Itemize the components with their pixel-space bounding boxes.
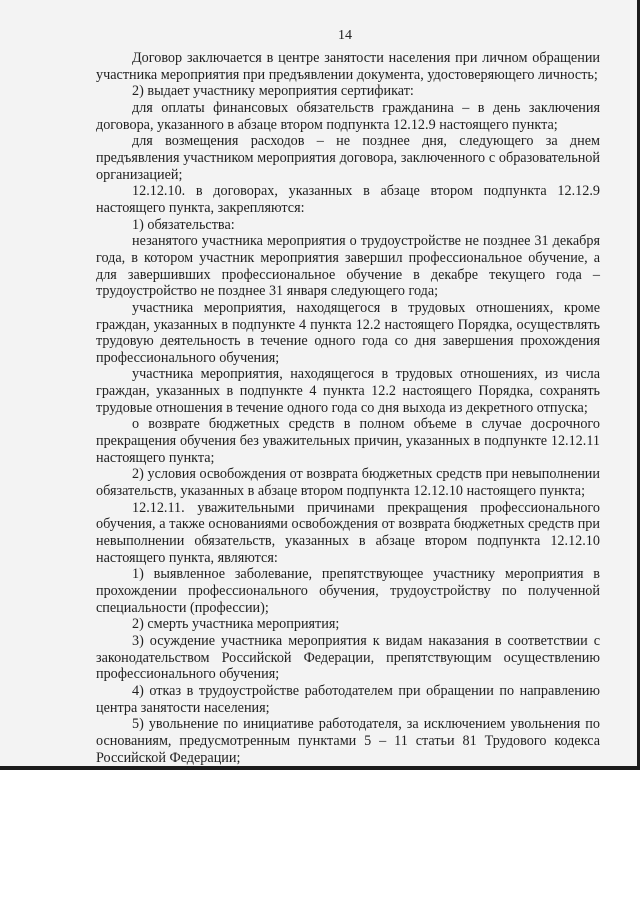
document-body bbox=[96, 50, 600, 766]
paragraph: 2) смерть участника мероприятия; bbox=[132, 616, 340, 633]
paragraph: 12.12.11. уважительными причинами прекращения профессионального обучения, а также основаниями освобождения от возврата бюджетных средств при невыполнении обязательств, указанных в абзаце втором подпункта 12.12.10 настоящего пункта, являются: bbox=[96, 499, 600, 566]
paragraph: 12.12.10. в договорах, указанных в абзаце втором подпункта 12.12.9 настоящего пункта, закрепляются: bbox=[96, 183, 600, 216]
paragraph: для оплаты финансовых обязательств гражданина – в день заключения договора, указанного в абзаце втором подпункта 12.12.9 настоящего пункта; bbox=[96, 99, 600, 133]
paragraph: о возврате бюджетных средств в полном объеме в случае досрочного прекращения обучения без уважительных причин, указанных в подпункте 12.12.11 настоящего пункта; bbox=[96, 416, 600, 466]
paragraph: участника мероприятия, находящегося в трудовых отношениях, из числа граждан, указанных в подпункте 4 пункта 12.2 настоящего Порядка, сохранять трудовые отношения в течение одного года со дня выхода из декретного отпуска; bbox=[96, 366, 600, 416]
paragraph: 4) отказ в трудоустройстве работодателем при обращении по направлению центра занятости населения; bbox=[96, 682, 600, 716]
paragraph: 1) выявленное заболевание, препятствующее участнику мероприятия в прохождении профессионального обучения, трудоустройству по полученной специальности (профессии); bbox=[96, 566, 600, 616]
paragraph: для возмещения расходов – не позднее дня, следующего за днем предъявления участником мероприятия договора, заключенного с образовательной организацией; bbox=[96, 133, 600, 183]
paragraph: 3) осуждение участника мероприятия к видам наказания в соответствии с законодательством Российской Федерации, препятствующим осуществлению профессионального обучения; bbox=[96, 632, 600, 683]
paragraph: 1) обязательства: bbox=[132, 216, 235, 233]
paragraph: участника мероприятия, находящегося в трудовых отношениях, кроме граждан, указанных в подпункте 4 пункта 12.2 настоящего Порядка, осуществлять трудовую деятельность в течение одного года со дня завершения прохождения профессионального обучения; bbox=[96, 299, 600, 366]
paragraph: 5) увольнение по инициативе работодателя, за исключением увольнения по основаниям, предусмотренным пунктами 5 – 11 статьи 81 Трудового кодекса Российской Федерации; bbox=[96, 716, 600, 766]
paragraph: незанятого участника мероприятия о трудоустройстве не позднее 31 декабря года, в котором участник мероприятия завершил профессиональное обучение, а для завершивших профессиональное обучение в декабре текущего года – трудоустройство не позднее 31 января следующего года; bbox=[96, 233, 600, 300]
paragraph: 2) выдает участнику мероприятия сертификат: bbox=[132, 83, 414, 100]
paragraph: 2) условия освобождения от возврата бюджетных средств при невыполнении обязательств, указанных в абзаце втором подпункта 12.12.10 настоящего пункта; bbox=[96, 466, 600, 500]
page-number: 14 bbox=[338, 28, 352, 43]
paragraph: Договор заключается в центре занятости населения при личном обращении участника мероприятия при предъявлении документа, удостоверяющего личность; bbox=[96, 50, 600, 83]
